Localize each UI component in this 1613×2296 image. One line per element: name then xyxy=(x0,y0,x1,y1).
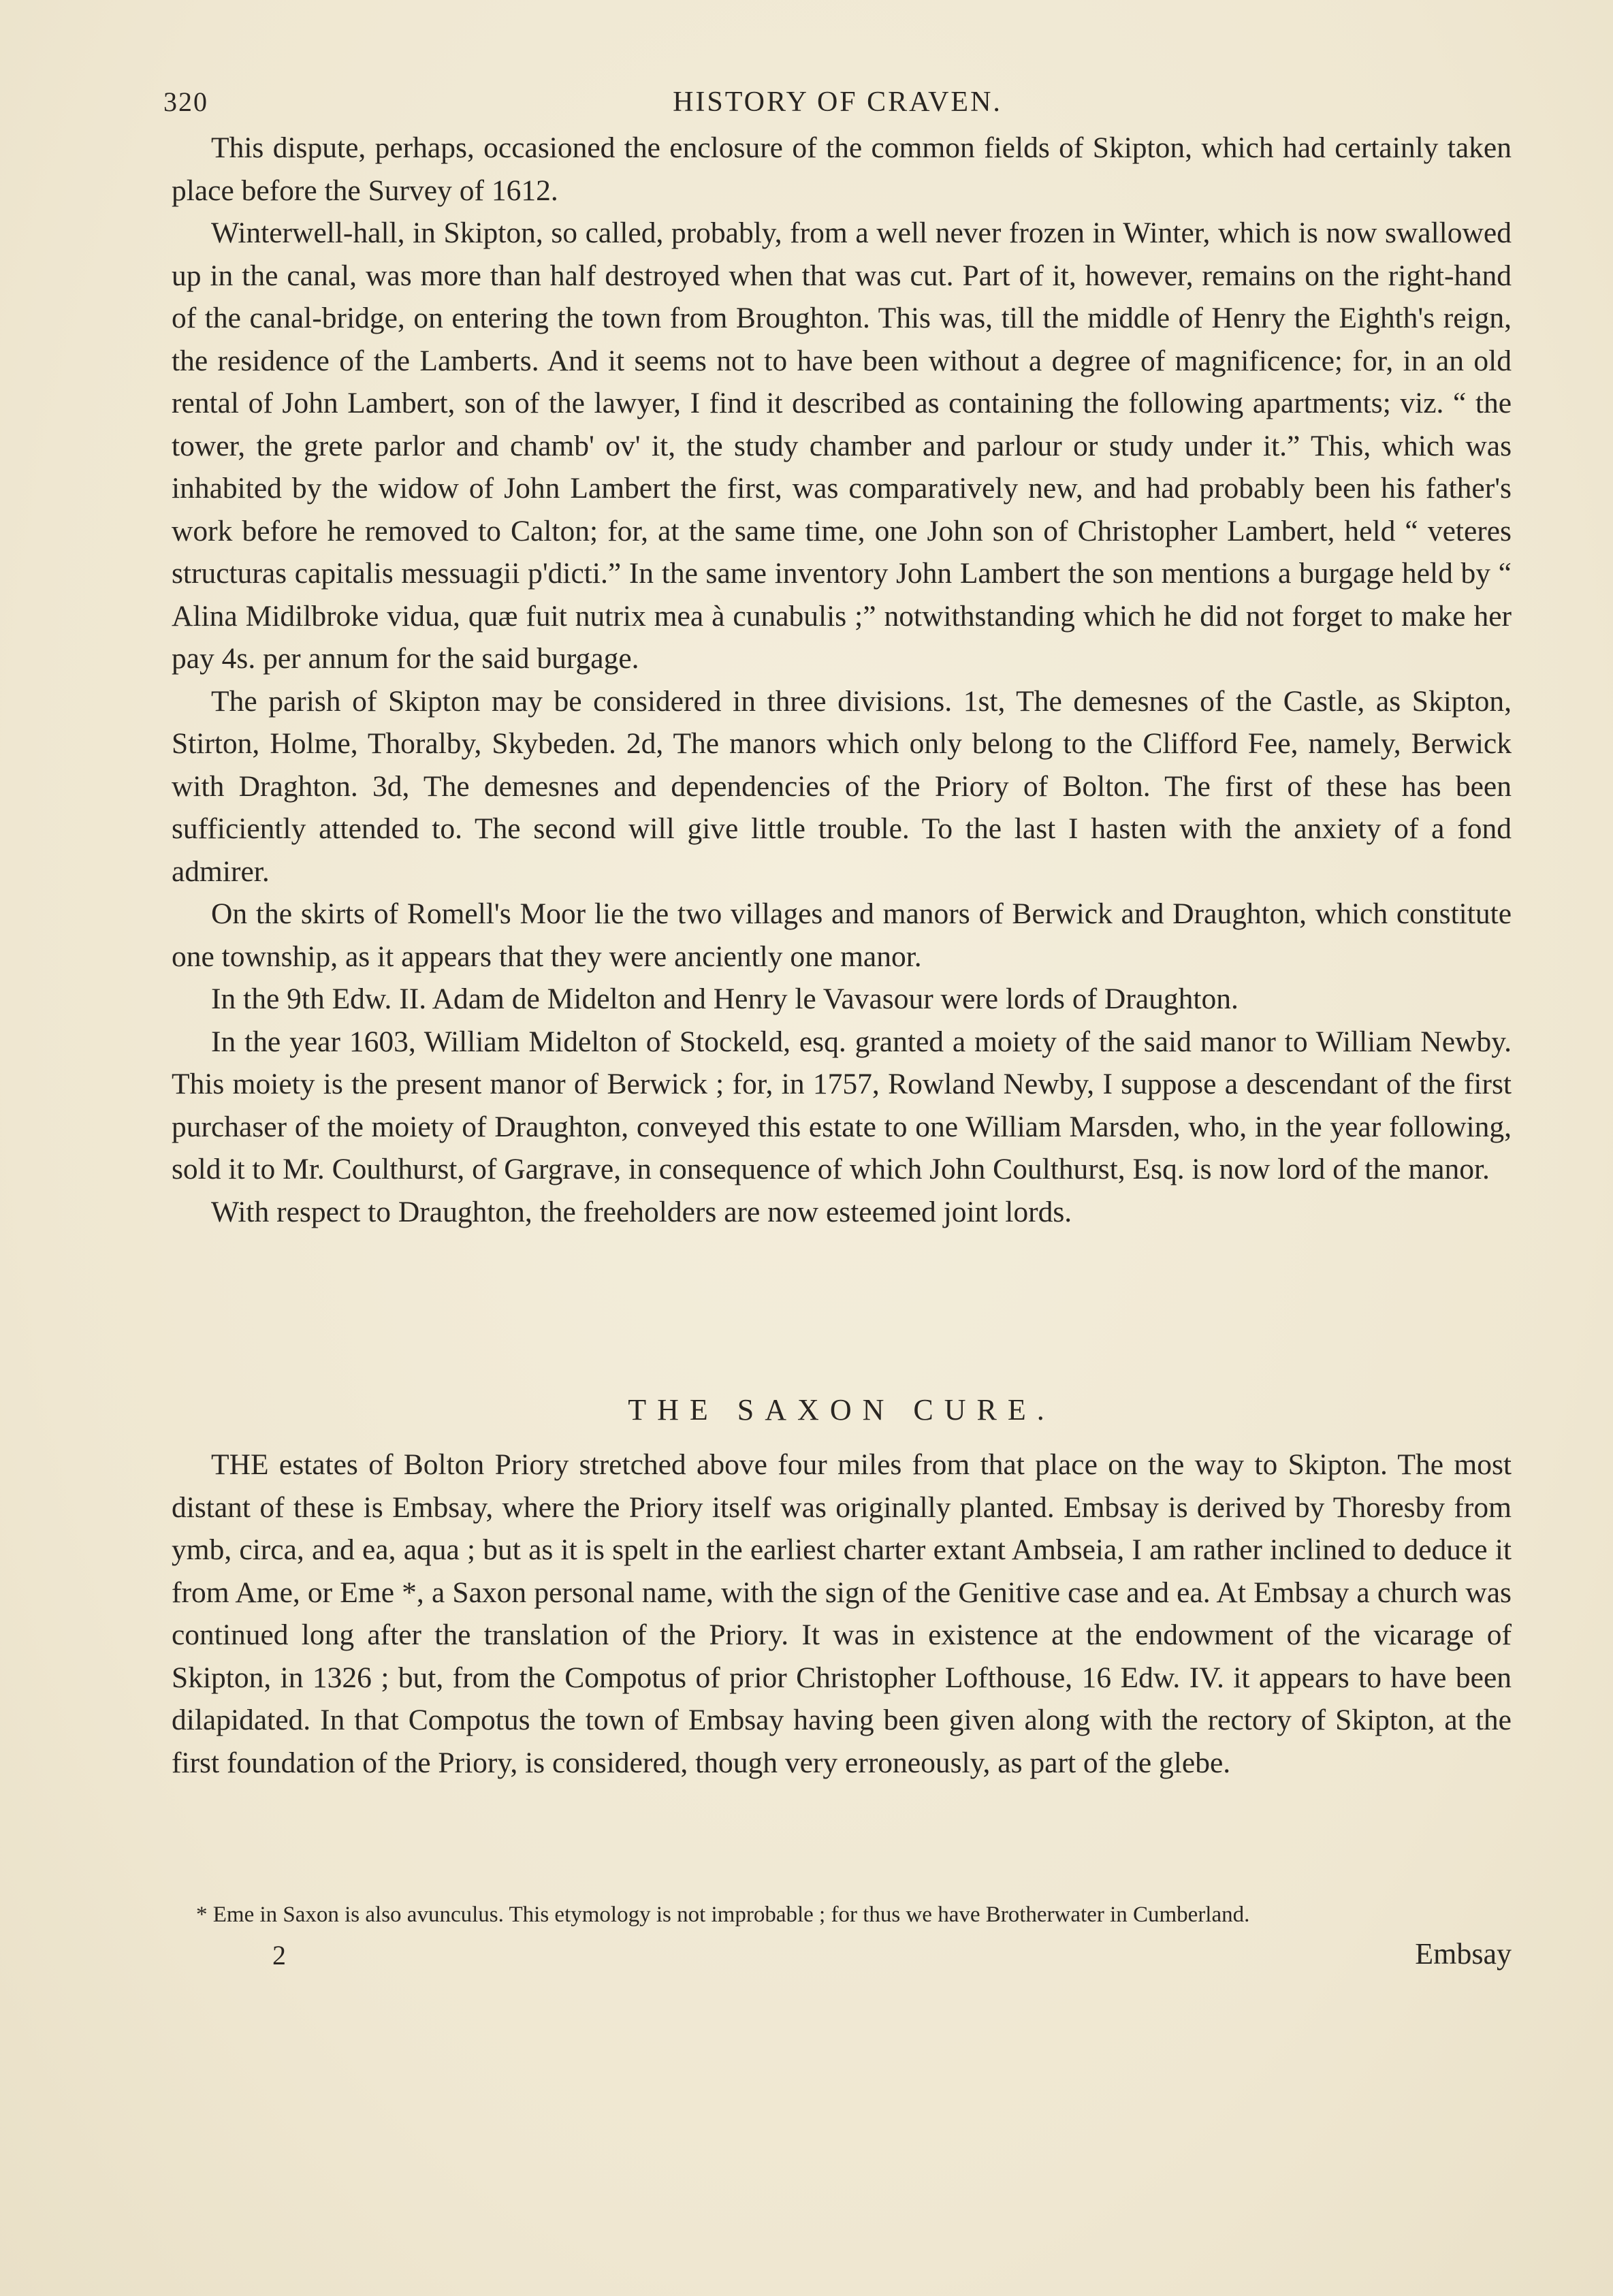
paragraph-year-1603: In the year 1603, William Midelton of Stockeld, esq. granted a moiety of the said manor to William Newby. This moiety is the present manor of Berwick ; for, in 1757, Rowland Newby, I suppose a descendant of the first purchaser of the moiety of Draughton, conveyed this estate to one William Marsden, who, in the year following, sold it to Mr. Coulthurst, of Gargrave, in consequence of which John Coulthurst, Esq. is now lord of the manor. xyxy=(172,1025,1512,1185)
catchword: Embsay xyxy=(1415,1937,1512,1971)
paragraph-9th-edw: In the 9th Edw. II. Adam de Midelton and Henry le Vavasour were lords of Draughton. xyxy=(211,983,1239,1015)
paragraph-parish-divisions: The parish of Skipton may be considered in three divisions. 1st, The demesnes of the Castle, as Skipton, Stirton, Holme, Thoralby, Skybeden. 2d, The manors which only belong to the Clifford Fee, namely, Berwick with Draghton. 3d, The demesnes and dependencies of the Priory of Bolton. The first of these has been sufficiently attended to. The second will give little trouble. To the last I hasten with the anxiety of a fond admirer. xyxy=(172,684,1512,888)
signature-mark: 2 xyxy=(272,1940,286,1971)
paragraph-bolton-estates: THE estates of Bolton Priory stretched above four miles from that place on the way to Skipton. The most distant of these is Embsay, where the Priory itself was originally planted. Embsay is derived by Thoresby from ymb, circa, and ea, aqua ; but as it is spelt in the earliest charter extant Ambseia, I am rather inclined to deduce it from Ame, or Eme *, a Saxon personal name, with the sign of the Genitive case and ea. At Embsay a church was continued long after the translation of the Priory. It was in existence at the endowment of the vicarage of Skipton, in 1326 ; but, from the Compotus of prior Christopher Lofthouse, 16 Edw. IV. it appears to have been dilapidated. In that Compotus the town of Embsay having been given along with the rectory of Skipton, at the first foundation of the Priory, is considered, though very erroneously, as part of the glebe. xyxy=(172,1448,1512,1779)
footnote: * Eme in Saxon is also avunculus. This etymology is not improbable ; for thus we have Brotherwater in Cumberland. xyxy=(196,1902,1250,1927)
paragraph-winterwell-hall: Winterwell-hall, in Skipton, so called, probably, from a well never frozen in Winter, which is now swallowed up in the canal, was more than half destroyed when that was cut. Part of it, however, remains on the right-hand of the canal-bridge, on entering the town from Broughton. This was, till the middle of Henry the Eighth's reign, the residence of the Lamberts. And it seems not to have been without a degree of magnificence; for, in an old rental of John Lambert, son of the lawyer, I find it described as containing the following apartments; viz. “ the tower, the grete parlor and chamb' ov' it, the study chamber and parlour or study under it.” This, which was inhabited by the widow of John Lambert the first, was comparatively new, and had probably been his father's work before he removed to Calton; for, at the same time, one John son of Christopher Lambert, held “ veteres structuras capitalis messuagii p'dicti.” In the same inventory John Lambert the son mentions a burgage held by “ Alina Midilbroke vidua, quæ fuit nutrix mea à cunabulis ;” notwithstanding which he did not forget to make her pay 4s. per annum for the said burgage. xyxy=(172,217,1512,675)
paragraph-draughton-freeholders: With respect to Draughton, the freeholders are now esteemed joint lords. xyxy=(211,1195,1072,1228)
page-number: 320 xyxy=(163,86,208,117)
running-title: HISTORY OF CRAVEN. xyxy=(673,86,1002,118)
main-text xyxy=(172,127,1512,1233)
section-heading: THE SAXON CURE. xyxy=(628,1393,1055,1426)
page-header xyxy=(163,80,1512,121)
section-text xyxy=(172,1444,1512,1784)
paragraph-romells-moor: On the skirts of Romell's Moor lie the two villages and manors of Berwick and Draughton, which constitute one township, as it appears that they were anciently one manor. xyxy=(172,897,1512,973)
paragraph-enclosure: This dispute, perhaps, occasioned the enclosure of the common fields of Skipton, which had certainly taken place before the Survey of 1612. xyxy=(172,131,1512,207)
